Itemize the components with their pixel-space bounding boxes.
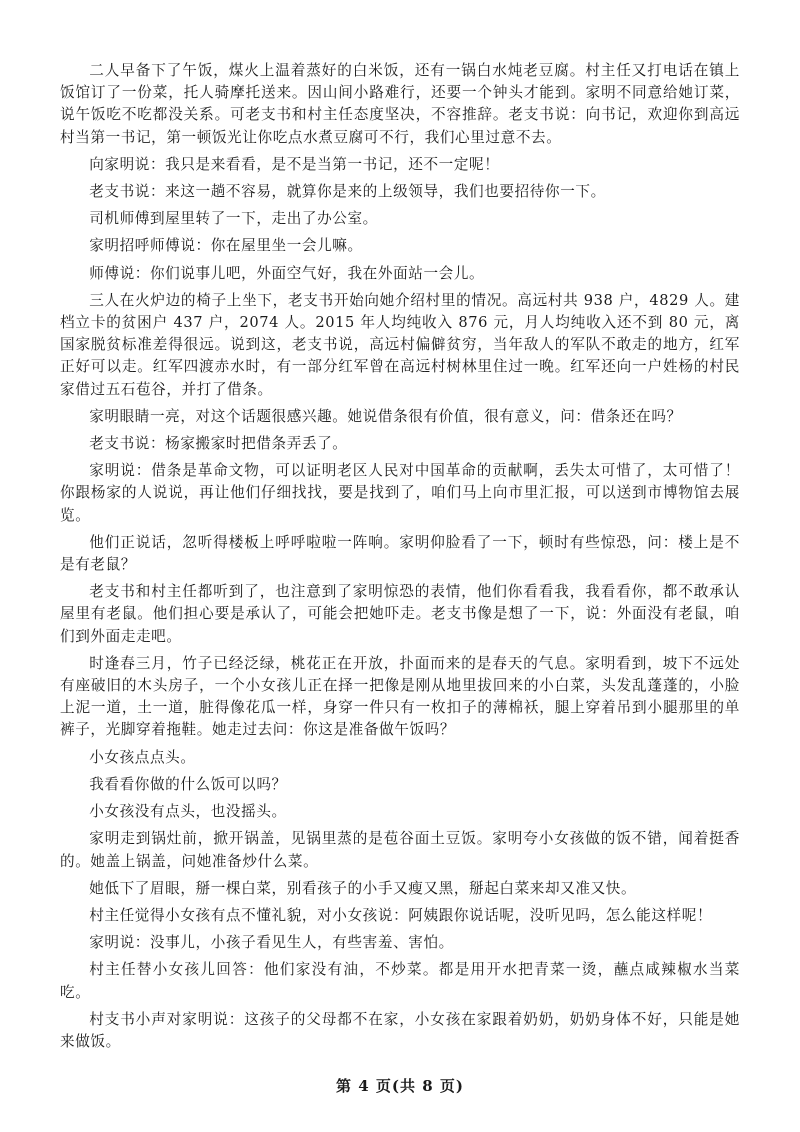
paragraph: 师傅说：你们说事儿吧，外面空气好，我在外面站一会儿。: [89, 264, 485, 282]
paragraph: 时逢春三月，竹子已经泛绿，桃花正在开放，扑面而来的是春天的气息。家明看到，坡下不远处有座破旧的木头房子，一个小女孩儿正在择一把像是刚从地里拔回来的小白菜，头发乱蓬蓬的，小脸上泥一道，土一道，脏得像花瓜一样，身穿一件只有一枚扣子的薄棉袄，腿上穿着吊到小腿那里的单裤子，光脚穿着拖鞋。她走过去问：你这是准备做午饭吗？: [60, 654, 740, 739]
paragraph: 二人早备下了午饭，煤火上温着蒸好的白米饭，还有一锅白水炖老豆腐。村主任又打电话在镇上饭馆订了一份菜，托人骑摩托送来。因山间小路难行，还要一个钟头才能到。家明不同意给她订菜，说午饭吃不吃都没关系。可老支书和村主任态度坚决，不容推辞。老支书说：向书记，欢迎你到高远村当第一书记，第一顿饭光让你吃点水煮豆腐可不行，我们心里过意不去。: [60, 62, 740, 146]
paragraph: 家明说：没事儿，小孩子看见生人，有些害羞、害怕。: [89, 934, 454, 952]
paragraph: 村支书小声对家明说：这孩子的父母都不在家，小女孩在家跟着奶奶，奶奶身体不好，只能是她来做饭。: [60, 1010, 740, 1050]
paragraph: 家明走到锅灶前，掀开锅盖，见锅里蒸的是苞谷面土豆饭。家明夸小女孩做的饭不错，闻着挺香的。她盖上锅盖，问她准备炒什么菜。: [60, 830, 740, 870]
paragraph: 村主任觉得小女孩有点不懂礼貌，对小女孩说：阿姨跟你说话呢，没听见吗，怎么能这样呢！: [89, 906, 713, 924]
paragraph: 老支书和村主任都听到了，也注意到了家明惊恐的表情，他们你看看我，我看看你，都不敢承认屋里有老鼠。他们担心要是承认了，可能会把她吓走。老支书像是想了一下，说：外面没有老鼠，咱们到外面走走吧。: [60, 583, 740, 645]
story-text: [60, 60, 740, 1053]
paragraph: 小女孩没有点头，也没摇头。: [89, 803, 287, 821]
paragraph: 三人在火炉边的椅子上坐下，老支书开始向她介绍村里的情况。高远村共 938 户，4829 人。建档立卡的贫困户 437 户，2074 人。2015 年人均纯收入 876 元，月人均纯收入还不到 80 元，离国家脱贫标准差得很远。说到这，老支书说，高远村偏僻贫穷，当年敌人的军队不敢走的地方，红军正好可以走。红军四渡赤水时，有一部分红军曾在高远村树林里住过一晚。红军还向一户姓杨的村民家借过五石苞谷，并打了借条。: [60, 291, 740, 398]
paragraph: 小女孩点点头。: [89, 748, 196, 766]
paragraph: 他们正说话，忽听得楼板上呼呼啦啦一阵响。家明仰脸看了一下，顿时有些惊恐，问：楼上是不是有老鼠？: [60, 533, 740, 574]
paragraph: 向家明说：我只是来看看，是不是当第一书记，还不一定呢！: [89, 155, 500, 173]
paragraph: 家明说：借条是革命文物，可以证明老区人民对中国革命的贡献啊，丢失太可惜了，太可惜了！你跟杨家的人说说，再让他们仔细找找，要是找到了，咱们马上向市里汇报，可以送到市博物馆去展览。: [60, 462, 740, 524]
paragraph: 我看看你做的什么饭可以吗？: [89, 775, 287, 793]
paragraph: 老支书说：来这一趟不容易，就算你是来的上级领导，我们也要招待你一下。: [89, 183, 606, 201]
page-number-footer: 第 4 页(共 8 页): [336, 1077, 464, 1095]
paragraph: 司机师傅到屋里转了一下，走出了办公室。: [89, 210, 378, 228]
paragraph: 家明眼睛一亮，对这个话题很感兴趣。她说借条很有价值，很有意义，问：借条还在吗？: [89, 407, 682, 425]
paragraph: 村主任替小女孩儿回答：他们家没有油，不炒菜。都是用开水把青菜一烫，蘸点咸辣椒水当菜吃。: [60, 961, 740, 1001]
paragraph: 家明招呼师傅说：你在屋里坐一会儿嘛。: [89, 237, 363, 255]
paragraph: 她低下了眉眼，掰一棵白菜，别看孩子的小手又瘦又黑，掰起白菜来却又准又快。: [89, 879, 637, 897]
paragraph: 老支书说：杨家搬家时把借条弄丢了。: [89, 435, 348, 453]
